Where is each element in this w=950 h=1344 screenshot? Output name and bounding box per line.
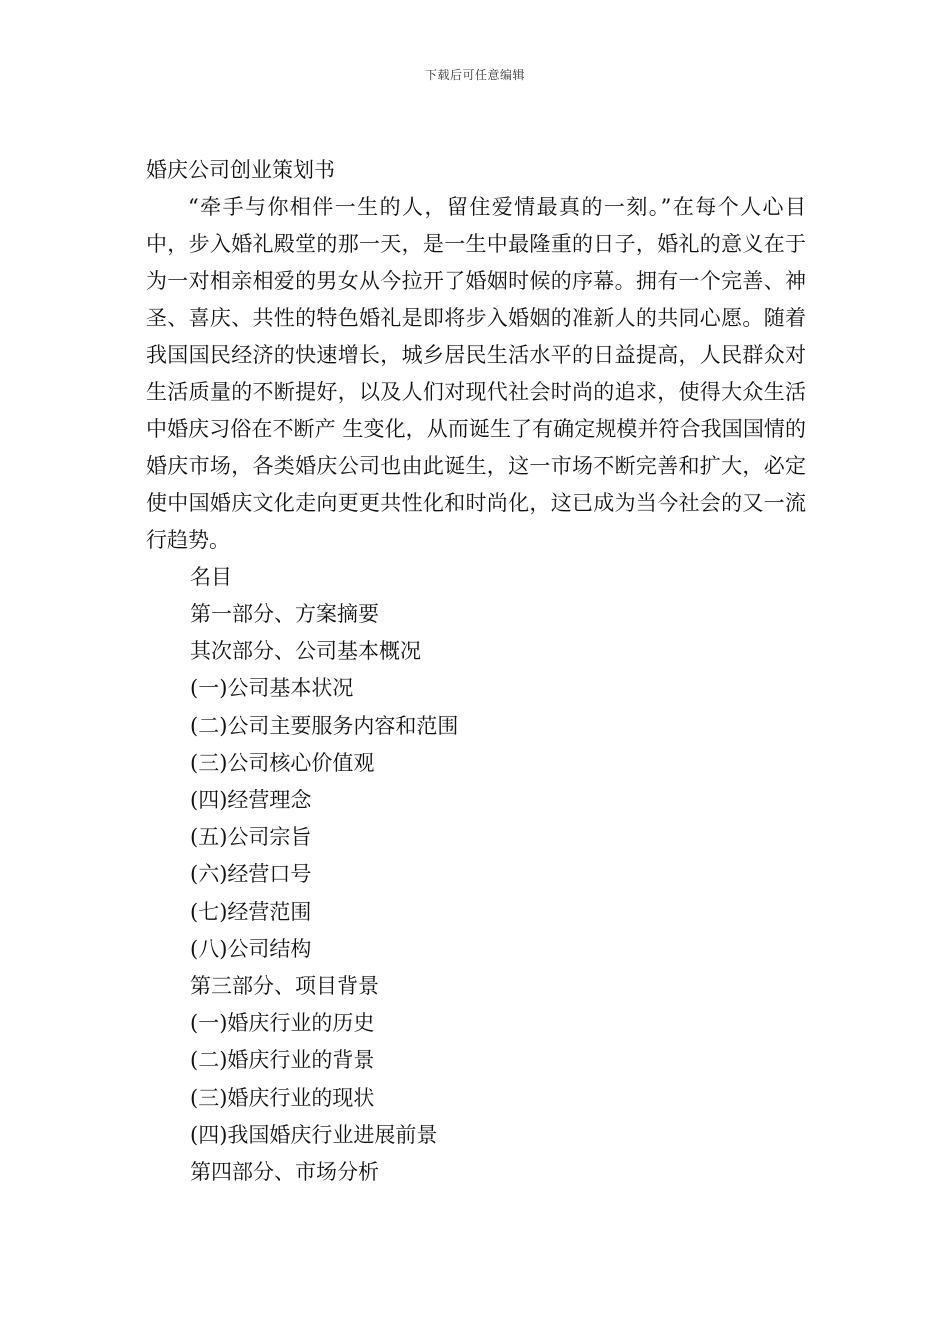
toc-item: 第一部分、方案摘要 (190, 602, 379, 626)
document-title: 婚庆公司创业策划书 (146, 158, 335, 182)
toc-item: 第四部分、市场分析 (190, 1160, 379, 1185)
toc-item: (二)婚庆行业的背景 (190, 1048, 375, 1073)
toc-item: (八)公司结构 (190, 936, 312, 961)
toc-item: (五)公司宗旨 (190, 825, 312, 850)
intro-paragraph: “牵手与你相伴一生的人，留住爱情最真的一刻。”在每个人心目中，步入婚礼殿堂的那一天，是一生中最隆重的日子，婚礼的意义在于为一对相亲相爱的男女从今拉开了婚姻时候的序幕。拥有一个完善、神圣、喜庆、共性的特色婚礼是即将步入婚姻的准新人的共同心愿。随着我国国民经济的快速增长，城乡居民生活水平的日益提高，人民群众对生活质量的不断提好，以及人们对现代社会时尚的追求，使得大众生活中婚庆习俗在不断产 生变化，从而诞生了有确定规模并符合我国国情的婚庆市场，各类婚庆公司也由此诞生，这一市场不断完善和扩大，必定使中国婚庆文化走向更更共性化和时尚化，这已成为当今社会的又一流 行趋势。 (146, 195, 806, 552)
toc-item: (二)公司主要服务内容和范围 (190, 713, 459, 738)
toc-item: (七)经营范围 (190, 899, 312, 924)
header-note: 下载后可任意编辑 (424, 68, 525, 82)
document-body (146, 152, 806, 1191)
toc-item: (六)经营口号 (190, 862, 312, 887)
toc-item: 第三部分、项目背景 (190, 974, 379, 999)
toc-item: (一)公司基本状况 (190, 676, 354, 701)
table-of-contents (146, 596, 806, 1191)
toc-heading: 名目 (190, 565, 232, 589)
toc-item: (三)公司核心价值观 (190, 750, 375, 775)
toc-item: (四)经营理念 (190, 788, 312, 813)
toc-item: (三)婚庆行业的现状 (190, 1085, 375, 1110)
toc-item: (一)婚庆行业的历史 (190, 1011, 375, 1036)
toc-item: (四)我国婚庆行业进展前景 (190, 1122, 438, 1147)
toc-item: 其次部分、公司基本概况 (190, 639, 421, 664)
